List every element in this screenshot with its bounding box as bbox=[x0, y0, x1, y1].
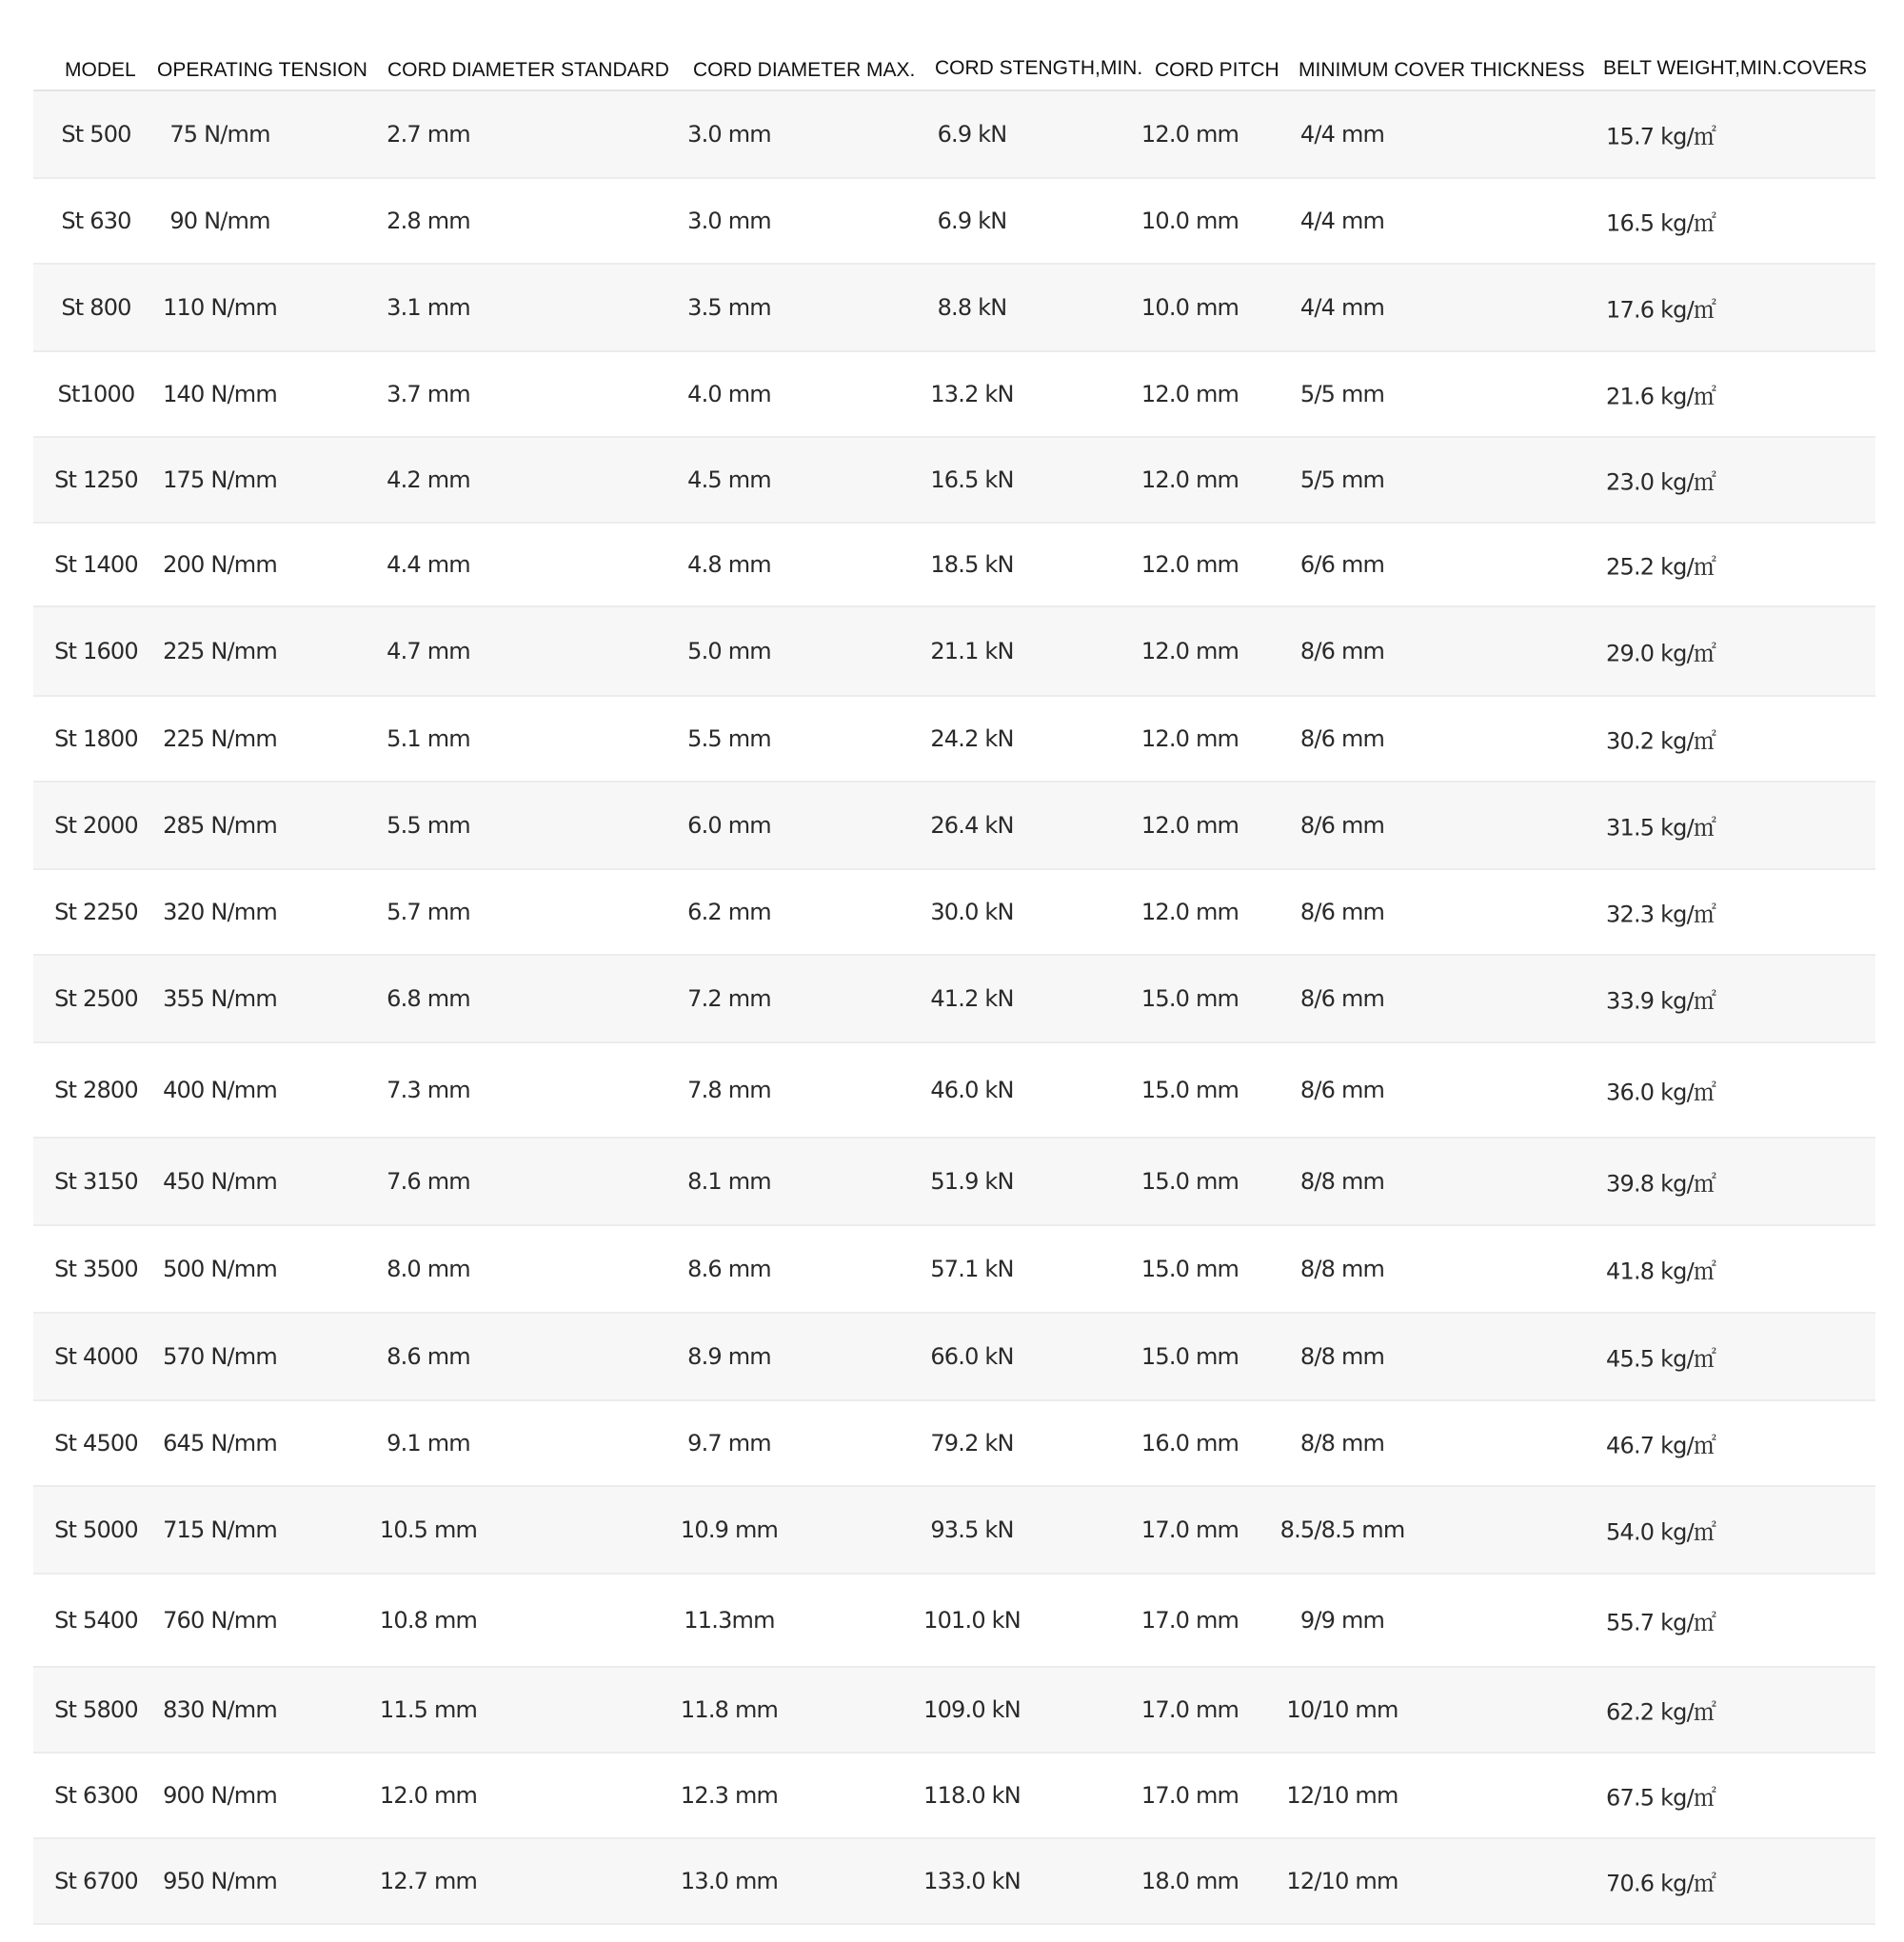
cell-cord-diameter-standard: 10.8 mm bbox=[379, 1607, 478, 1634]
cell-model: St 800 bbox=[61, 294, 131, 321]
table-row bbox=[33, 1839, 1875, 1925]
cell-cord-strength: 18.5 kN bbox=[930, 551, 1014, 578]
table-row bbox=[33, 438, 1875, 524]
cell-cover-thickness: 9/9 mm bbox=[1299, 1607, 1385, 1634]
table-row bbox=[33, 179, 1875, 265]
cell-cord-strength: 6.9 kN bbox=[937, 121, 1007, 148]
cell-model: St 1250 bbox=[54, 466, 138, 493]
table-row bbox=[33, 1226, 1875, 1314]
cell-cord-strength: 6.9 kN bbox=[937, 208, 1007, 234]
table-row bbox=[33, 524, 1875, 607]
cell-operating-tension: 75 N/mm bbox=[169, 121, 270, 148]
cell-cord-diameter-max: 3.0 mm bbox=[687, 208, 771, 234]
cell-operating-tension: 950 N/mm bbox=[163, 1868, 277, 1894]
header-cord-strength-min: CORD STENGTH,MIN. bbox=[935, 57, 1143, 79]
cell-belt-weight: 55.7 kg/㎡ bbox=[1606, 1609, 1716, 1636]
table-row bbox=[33, 1487, 1875, 1575]
cell-belt-weight: 17.6 kg/㎡ bbox=[1606, 296, 1716, 324]
cell-cord-pitch: 17.0 mm bbox=[1140, 1782, 1240, 1809]
cell-model: St1000 bbox=[57, 381, 135, 407]
cell-belt-weight: 30.2 kg/㎡ bbox=[1606, 727, 1716, 755]
cell-cord-diameter-standard: 3.1 mm bbox=[387, 294, 470, 321]
cell-cord-strength: 46.0 kN bbox=[930, 1077, 1014, 1103]
cell-cord-diameter-max: 8.9 mm bbox=[687, 1343, 771, 1370]
cell-cord-diameter-standard: 2.7 mm bbox=[387, 121, 470, 148]
table-row bbox=[33, 783, 1875, 870]
table-row bbox=[33, 870, 1875, 956]
cell-cord-diameter-standard: 9.1 mm bbox=[387, 1430, 470, 1456]
cell-cord-strength: 79.2 kN bbox=[930, 1430, 1014, 1456]
cell-operating-tension: 450 N/mm bbox=[163, 1168, 277, 1195]
cell-model: St 3150 bbox=[54, 1168, 138, 1195]
header-operating-tension: OPERATING TENSION bbox=[157, 59, 367, 81]
cell-cord-pitch: 15.0 mm bbox=[1140, 985, 1240, 1012]
cell-cord-diameter-standard: 12.0 mm bbox=[379, 1782, 478, 1809]
cell-cord-diameter-max: 7.8 mm bbox=[687, 1077, 771, 1103]
cell-model: St 500 bbox=[61, 121, 131, 148]
cell-belt-weight: 41.8 kg/㎡ bbox=[1606, 1258, 1716, 1285]
cell-cord-diameter-max: 6.0 mm bbox=[687, 812, 771, 839]
cell-cord-pitch: 12.0 mm bbox=[1140, 812, 1240, 839]
table-header-row bbox=[33, 38, 1875, 91]
cell-cover-thickness: 5/5 mm bbox=[1299, 466, 1385, 493]
cell-operating-tension: 200 N/mm bbox=[163, 551, 277, 578]
cell-cord-diameter-max: 10.9 mm bbox=[680, 1516, 779, 1543]
cell-operating-tension: 90 N/mm bbox=[169, 208, 270, 234]
cell-operating-tension: 110 N/mm bbox=[163, 294, 277, 321]
table-row bbox=[33, 1575, 1875, 1668]
cell-model: St 2500 bbox=[54, 985, 138, 1012]
table-row bbox=[33, 1754, 1875, 1839]
cell-cord-pitch: 12.0 mm bbox=[1140, 725, 1240, 752]
table-row bbox=[33, 352, 1875, 438]
cell-belt-weight: 31.5 kg/㎡ bbox=[1606, 814, 1716, 842]
cell-cover-thickness: 8/8 mm bbox=[1299, 1343, 1385, 1370]
cell-cord-pitch: 12.0 mm bbox=[1140, 638, 1240, 664]
cell-model: St 3500 bbox=[54, 1256, 138, 1282]
cell-belt-weight: 25.2 kg/㎡ bbox=[1606, 553, 1716, 581]
cell-operating-tension: 355 N/mm bbox=[163, 985, 277, 1012]
cell-belt-weight: 45.5 kg/㎡ bbox=[1606, 1345, 1716, 1373]
cell-cord-diameter-max: 4.0 mm bbox=[687, 381, 771, 407]
header-cord-diameter-max: CORD DIAMETER MAX. bbox=[693, 59, 916, 81]
cell-cord-pitch: 10.0 mm bbox=[1140, 294, 1240, 321]
cell-cord-pitch: 17.0 mm bbox=[1140, 1696, 1240, 1723]
cell-cord-diameter-max: 6.2 mm bbox=[687, 899, 771, 925]
cell-model: St 2250 bbox=[54, 899, 138, 925]
cell-operating-tension: 400 N/mm bbox=[163, 1077, 277, 1103]
cell-operating-tension: 570 N/mm bbox=[163, 1343, 277, 1370]
cell-cord-strength: 26.4 kN bbox=[930, 812, 1014, 839]
cell-cord-pitch: 17.0 mm bbox=[1140, 1607, 1240, 1634]
cell-belt-weight: 67.5 kg/㎡ bbox=[1606, 1784, 1716, 1812]
table-row bbox=[33, 1668, 1875, 1754]
cell-cord-strength: 57.1 kN bbox=[930, 1256, 1014, 1282]
cell-cord-strength: 51.9 kN bbox=[930, 1168, 1014, 1195]
cell-cord-pitch: 12.0 mm bbox=[1140, 466, 1240, 493]
cell-belt-weight: 62.2 kg/㎡ bbox=[1606, 1698, 1716, 1726]
table-row bbox=[33, 91, 1875, 179]
cell-operating-tension: 830 N/mm bbox=[163, 1696, 277, 1723]
cell-model: St 5400 bbox=[54, 1607, 138, 1634]
cell-cord-diameter-max: 12.3 mm bbox=[680, 1782, 779, 1809]
cell-cord-strength: 109.0 kN bbox=[923, 1696, 1021, 1723]
cell-cord-pitch: 12.0 mm bbox=[1140, 899, 1240, 925]
cell-model: St 6300 bbox=[54, 1782, 138, 1809]
cell-model: St 1600 bbox=[54, 638, 138, 664]
cell-cord-strength: 21.1 kN bbox=[930, 638, 1014, 664]
cell-cord-diameter-max: 13.0 mm bbox=[680, 1868, 779, 1894]
cell-cord-diameter-max: 9.7 mm bbox=[687, 1430, 771, 1456]
cell-belt-weight: 29.0 kg/㎡ bbox=[1606, 640, 1716, 667]
cell-cover-thickness: 5/5 mm bbox=[1299, 381, 1385, 407]
cell-cord-strength: 41.2 kN bbox=[930, 985, 1014, 1012]
cell-cord-diameter-max: 4.5 mm bbox=[687, 466, 771, 493]
cell-cord-pitch: 15.0 mm bbox=[1140, 1343, 1240, 1370]
cell-cord-pitch: 15.0 mm bbox=[1140, 1168, 1240, 1195]
cell-operating-tension: 715 N/mm bbox=[163, 1516, 277, 1543]
header-cord-diameter-standard: CORD DIAMETER STANDARD bbox=[387, 59, 669, 81]
cell-cord-diameter-standard: 6.8 mm bbox=[387, 985, 470, 1012]
cell-cord-diameter-max: 11.8 mm bbox=[680, 1696, 779, 1723]
cell-cord-diameter-max: 3.5 mm bbox=[687, 294, 771, 321]
cell-cord-strength: 93.5 kN bbox=[930, 1516, 1014, 1543]
header-belt-weight-min-covers: BELT WEIGHT,MIN.COVERS bbox=[1603, 57, 1867, 79]
cell-model: St 2800 bbox=[54, 1077, 138, 1103]
cell-cover-thickness: 8/8 mm bbox=[1299, 1256, 1385, 1282]
cell-belt-weight: 15.7 kg/㎡ bbox=[1606, 123, 1716, 150]
cell-belt-weight: 70.6 kg/㎡ bbox=[1606, 1870, 1716, 1897]
table-row bbox=[33, 607, 1875, 697]
cell-cord-diameter-max: 11.3mm bbox=[684, 1607, 775, 1634]
cell-cord-diameter-max: 8.1 mm bbox=[687, 1168, 771, 1195]
cell-operating-tension: 500 N/mm bbox=[163, 1256, 277, 1282]
cell-cover-thickness: 4/4 mm bbox=[1299, 121, 1385, 148]
cell-operating-tension: 225 N/mm bbox=[163, 725, 277, 752]
cell-cover-thickness: 6/6 mm bbox=[1299, 551, 1385, 578]
cell-cord-diameter-max: 3.0 mm bbox=[687, 121, 771, 148]
table-row bbox=[33, 1314, 1875, 1401]
cell-cover-thickness: 12/10 mm bbox=[1286, 1868, 1398, 1894]
cell-cord-diameter-standard: 4.7 mm bbox=[387, 638, 470, 664]
cell-belt-weight: 46.7 kg/㎡ bbox=[1606, 1432, 1716, 1459]
cell-belt-weight: 33.9 kg/㎡ bbox=[1606, 987, 1716, 1015]
header-minimum-cover-thickness: MINIMUM COVER THICKNESS bbox=[1299, 59, 1585, 81]
cell-model: St 4000 bbox=[54, 1343, 138, 1370]
cell-cord-strength: 101.0 kN bbox=[923, 1607, 1021, 1634]
table-row bbox=[33, 1043, 1875, 1139]
cell-cord-pitch: 15.0 mm bbox=[1140, 1256, 1240, 1282]
cell-cord-strength: 118.0 kN bbox=[923, 1782, 1021, 1809]
cell-cord-diameter-max: 5.0 mm bbox=[687, 638, 771, 664]
cell-cord-pitch: 18.0 mm bbox=[1140, 1868, 1240, 1894]
cell-belt-weight: 36.0 kg/㎡ bbox=[1606, 1079, 1716, 1106]
cell-belt-weight: 54.0 kg/㎡ bbox=[1606, 1518, 1716, 1546]
cell-cover-thickness: 10/10 mm bbox=[1286, 1696, 1398, 1723]
cell-cord-pitch: 12.0 mm bbox=[1140, 551, 1240, 578]
cell-operating-tension: 900 N/mm bbox=[163, 1782, 277, 1809]
header-model: MODEL bbox=[65, 59, 136, 81]
cell-cord-diameter-standard: 4.2 mm bbox=[387, 466, 470, 493]
cell-cord-diameter-standard: 7.6 mm bbox=[387, 1168, 470, 1195]
cell-cover-thickness: 8/6 mm bbox=[1299, 1077, 1385, 1103]
cell-cord-strength: 30.0 kN bbox=[930, 899, 1014, 925]
cell-cord-diameter-standard: 3.7 mm bbox=[387, 381, 470, 407]
cell-cord-pitch: 12.0 mm bbox=[1140, 121, 1240, 148]
cell-cord-diameter-standard: 8.6 mm bbox=[387, 1343, 470, 1370]
cell-operating-tension: 175 N/mm bbox=[163, 466, 277, 493]
cell-model: St 5000 bbox=[54, 1516, 138, 1543]
cell-model: St 1800 bbox=[54, 725, 138, 752]
table-row bbox=[33, 697, 1875, 783]
table-row bbox=[33, 956, 1875, 1043]
cell-operating-tension: 140 N/mm bbox=[163, 381, 277, 407]
table-row bbox=[33, 1139, 1875, 1226]
cell-cord-strength: 24.2 kN bbox=[930, 725, 1014, 752]
cell-operating-tension: 320 N/mm bbox=[163, 899, 277, 925]
cell-belt-weight: 39.8 kg/㎡ bbox=[1606, 1170, 1716, 1198]
cell-cord-diameter-standard: 2.8 mm bbox=[387, 208, 470, 234]
cell-model: St 6700 bbox=[54, 1868, 138, 1894]
cell-model: St 2000 bbox=[54, 812, 138, 839]
cell-model: St 1400 bbox=[54, 551, 138, 578]
table-body bbox=[33, 91, 1875, 1925]
cell-cord-diameter-standard: 7.3 mm bbox=[387, 1077, 470, 1103]
cell-cord-diameter-standard: 4.4 mm bbox=[387, 551, 470, 578]
cell-cord-pitch: 17.0 mm bbox=[1140, 1516, 1240, 1543]
table-row bbox=[33, 1401, 1875, 1487]
cell-cover-thickness: 8/8 mm bbox=[1299, 1430, 1385, 1456]
cell-cord-diameter-standard: 10.5 mm bbox=[379, 1516, 478, 1543]
cell-cover-thickness: 12/10 mm bbox=[1286, 1782, 1398, 1809]
cell-cord-diameter-standard: 5.7 mm bbox=[387, 899, 470, 925]
cell-cover-thickness: 4/4 mm bbox=[1299, 208, 1385, 234]
header-cord-pitch: CORD PITCH bbox=[1155, 59, 1279, 81]
cell-cord-diameter-max: 7.2 mm bbox=[687, 985, 771, 1012]
cell-cover-thickness: 8/8 mm bbox=[1299, 1168, 1385, 1195]
table-row bbox=[33, 265, 1875, 352]
cell-operating-tension: 760 N/mm bbox=[163, 1607, 277, 1634]
cell-cord-diameter-standard: 5.5 mm bbox=[387, 812, 470, 839]
cell-cord-strength: 66.0 kN bbox=[930, 1343, 1014, 1370]
cell-model: St 5800 bbox=[54, 1696, 138, 1723]
cell-belt-weight: 16.5 kg/㎡ bbox=[1606, 209, 1716, 237]
cell-cord-strength: 8.8 kN bbox=[937, 294, 1007, 321]
cell-cord-strength: 13.2 kN bbox=[930, 381, 1014, 407]
cell-cover-thickness: 8/6 mm bbox=[1299, 725, 1385, 752]
cell-model: St 4500 bbox=[54, 1430, 138, 1456]
cell-cord-diameter-max: 5.5 mm bbox=[687, 725, 771, 752]
cell-cover-thickness: 8/6 mm bbox=[1299, 638, 1385, 664]
cell-cord-diameter-standard: 11.5 mm bbox=[379, 1696, 478, 1723]
cell-cord-diameter-standard: 8.0 mm bbox=[387, 1256, 470, 1282]
cell-cord-pitch: 10.0 mm bbox=[1140, 208, 1240, 234]
cell-belt-weight: 32.3 kg/㎡ bbox=[1606, 901, 1716, 928]
cell-cover-thickness: 8/6 mm bbox=[1299, 812, 1385, 839]
cell-model: St 630 bbox=[61, 208, 131, 234]
cell-cord-pitch: 12.0 mm bbox=[1140, 381, 1240, 407]
cell-operating-tension: 225 N/mm bbox=[163, 638, 277, 664]
cell-cover-thickness: 8.5/8.5 mm bbox=[1279, 1516, 1405, 1543]
cell-cord-diameter-standard: 12.7 mm bbox=[379, 1868, 478, 1894]
cell-belt-weight: 23.0 kg/㎡ bbox=[1606, 468, 1716, 496]
cell-cord-pitch: 16.0 mm bbox=[1140, 1430, 1240, 1456]
cell-cord-pitch: 15.0 mm bbox=[1140, 1077, 1240, 1103]
belt-spec-table bbox=[33, 38, 1875, 1925]
cell-cover-thickness: 8/6 mm bbox=[1299, 985, 1385, 1012]
cell-operating-tension: 285 N/mm bbox=[163, 812, 277, 839]
cell-cover-thickness: 4/4 mm bbox=[1299, 294, 1385, 321]
cell-cord-diameter-standard: 5.1 mm bbox=[387, 725, 470, 752]
cell-operating-tension: 645 N/mm bbox=[163, 1430, 277, 1456]
cell-belt-weight: 21.6 kg/㎡ bbox=[1606, 383, 1716, 410]
cell-cord-strength: 16.5 kN bbox=[930, 466, 1014, 493]
cell-cord-strength: 133.0 kN bbox=[923, 1868, 1021, 1894]
cell-cord-diameter-max: 4.8 mm bbox=[687, 551, 771, 578]
cell-cord-diameter-max: 8.6 mm bbox=[687, 1256, 771, 1282]
cell-cover-thickness: 8/6 mm bbox=[1299, 899, 1385, 925]
